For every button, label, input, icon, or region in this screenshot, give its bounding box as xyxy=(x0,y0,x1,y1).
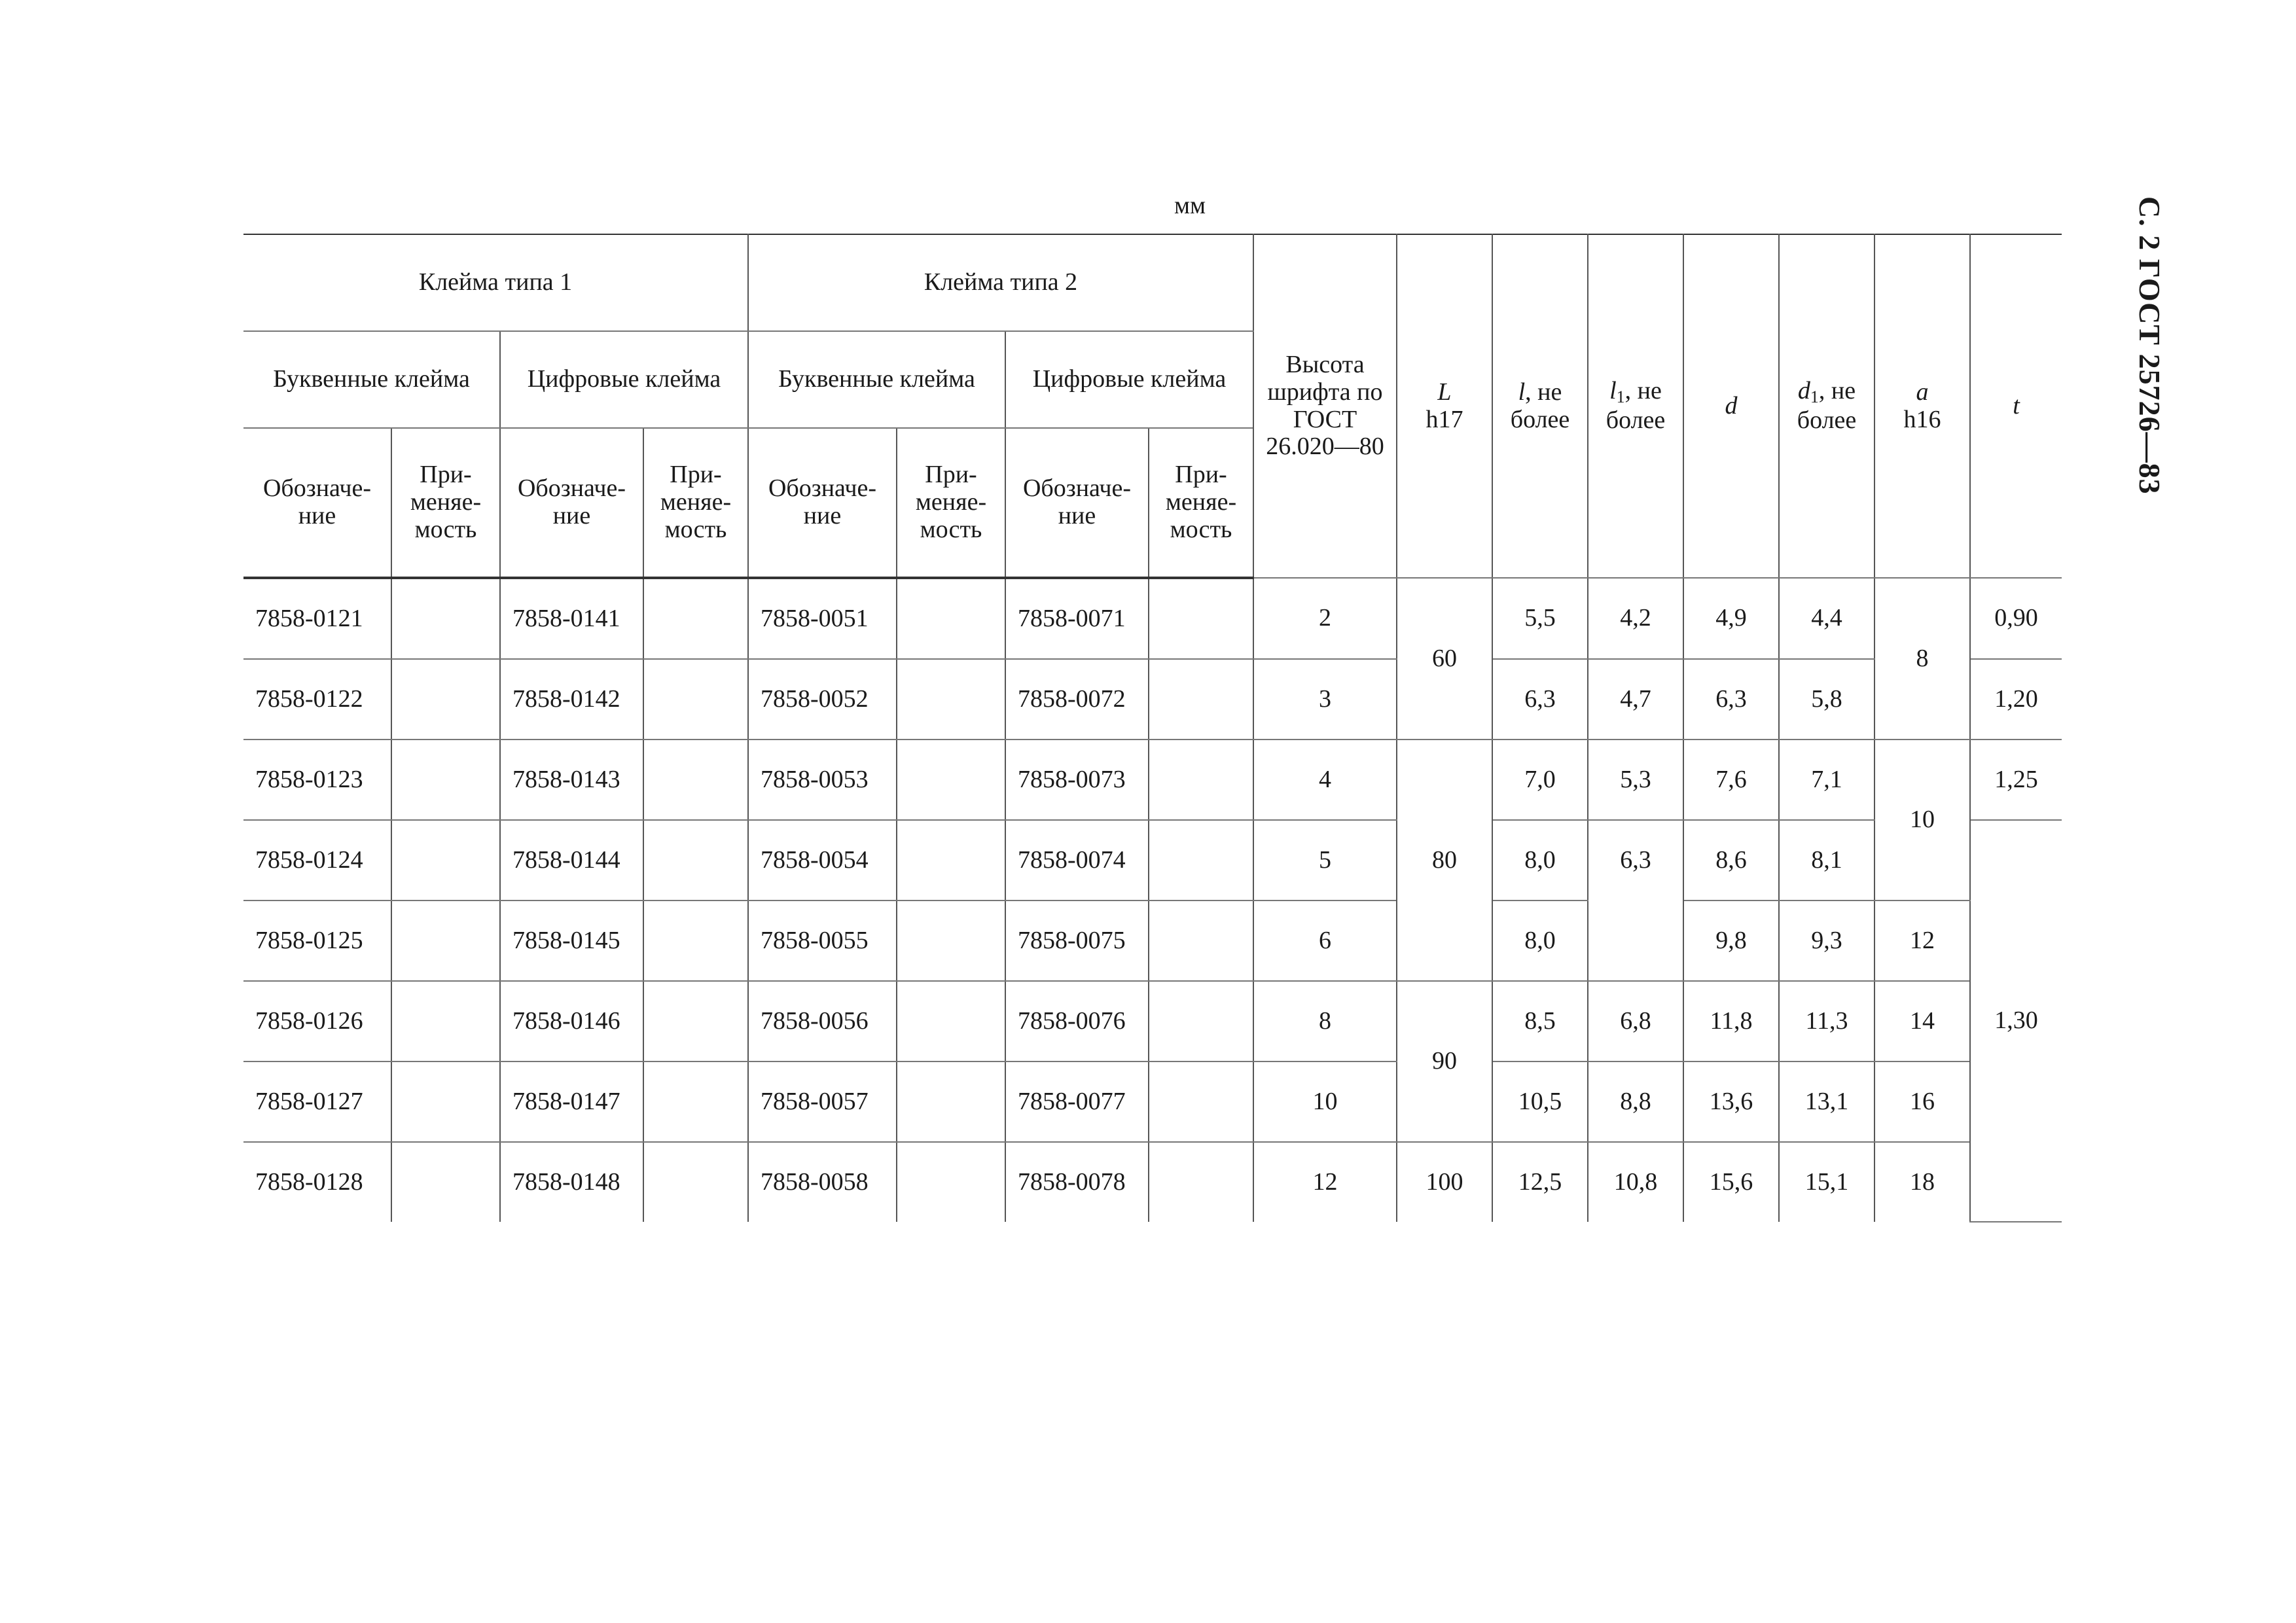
L-cell: 80 xyxy=(1397,740,1492,981)
t1-letter-applicability xyxy=(391,901,500,981)
header-a-symbol: a xyxy=(1916,378,1929,406)
t2-letter-code: 7858-0053 xyxy=(748,740,897,820)
header-t: t xyxy=(1970,234,2062,578)
d1-cell: 5,8 xyxy=(1779,659,1874,740)
t1-digit-applicability xyxy=(643,901,748,981)
d-cell: 9,8 xyxy=(1683,901,1779,981)
t1-letter-applicability xyxy=(391,820,500,901)
t1-letter-applicability xyxy=(391,740,500,820)
L-cell: 100 xyxy=(1397,1142,1492,1222)
d1-cell: 9,3 xyxy=(1779,901,1874,981)
d1-cell: 15,1 xyxy=(1779,1142,1874,1222)
t2-digit-applicability xyxy=(1149,1061,1253,1142)
t1-digit-code: 7858-0145 xyxy=(500,901,643,981)
header-designation: Обозначе-ние xyxy=(500,428,643,578)
header-l1-note: , не более xyxy=(1605,377,1666,434)
L-cell: 90 xyxy=(1397,981,1492,1142)
t1-digit-code: 7858-0143 xyxy=(500,740,643,820)
t2-letter-code: 7858-0052 xyxy=(748,659,897,740)
l-cell: 10,5 xyxy=(1492,1061,1588,1142)
t1-digit-code: 7858-0141 xyxy=(500,578,643,659)
header-applicability: При-меняе-мость xyxy=(897,428,1005,578)
header-applicability: При-меняе-мость xyxy=(643,428,748,578)
header-applicability: При-меняе-мость xyxy=(1149,428,1253,578)
t1-digit-applicability xyxy=(643,578,748,659)
d1-cell: 8,1 xyxy=(1779,820,1874,901)
t2-digit-code: 7858-0076 xyxy=(1005,981,1149,1061)
t2-digit-code: 7858-0073 xyxy=(1005,740,1149,820)
t2-digit-code: 7858-0074 xyxy=(1005,820,1149,901)
t1-digit-applicability xyxy=(643,659,748,740)
header-designation: Обозначе-ние xyxy=(1005,428,1149,578)
header-applicability: При-меняе-мость xyxy=(391,428,500,578)
t2-digit-code: 7858-0071 xyxy=(1005,578,1149,659)
page-reference: С. 2 ГОСТ 25726—83 xyxy=(2133,196,2166,495)
l1-cell: 10,8 xyxy=(1588,1142,1683,1222)
header-d1-symbol: d xyxy=(1797,377,1810,405)
header-stamp-type-2: Клейма типа 2 xyxy=(748,234,1253,331)
t2-letter-applicability xyxy=(897,740,1005,820)
t2-letter-code: 7858-0058 xyxy=(748,1142,897,1222)
header-l1-symbol: l xyxy=(1609,377,1617,405)
font-height-cell: 10 xyxy=(1253,1061,1397,1142)
t2-letter-applicability xyxy=(897,981,1005,1061)
t2-letter-applicability xyxy=(897,820,1005,901)
unit-label: мм xyxy=(1174,192,1206,219)
table-row xyxy=(243,1061,2062,1142)
t2-digit-code: 7858-0072 xyxy=(1005,659,1149,740)
t1-letter-code: 7858-0128 xyxy=(243,1142,391,1222)
header-t1-digit-stamps: Цифровые клейма xyxy=(500,331,748,428)
header-d: d xyxy=(1683,234,1779,578)
t-cell: 1,25 xyxy=(1970,740,2062,820)
t2-digit-code: 7858-0078 xyxy=(1005,1142,1149,1222)
header-t1-letter-stamps: Буквенные клейма xyxy=(243,331,500,428)
t2-digit-applicability xyxy=(1149,901,1253,981)
t1-digit-applicability xyxy=(643,1061,748,1142)
font-height-cell: 4 xyxy=(1253,740,1397,820)
a-cell: 16 xyxy=(1874,1061,1970,1142)
t2-digit-applicability xyxy=(1149,740,1253,820)
header-t2-digit-stamps: Цифровые клейма xyxy=(1005,331,1253,428)
t2-letter-applicability xyxy=(897,578,1005,659)
l-cell: 6,3 xyxy=(1492,659,1588,740)
l-cell: 7,0 xyxy=(1492,740,1588,820)
l-cell: 8,0 xyxy=(1492,901,1588,981)
l1-cell: 6,3 xyxy=(1588,820,1683,981)
font-height-cell: 6 xyxy=(1253,901,1397,981)
font-height-cell: 2 xyxy=(1253,578,1397,659)
t-cell: 0,90 xyxy=(1970,578,2062,659)
d-cell: 7,6 xyxy=(1683,740,1779,820)
t2-letter-applicability xyxy=(897,1142,1005,1222)
t2-letter-code: 7858-0054 xyxy=(748,820,897,901)
t1-digit-applicability xyxy=(643,740,748,820)
font-height-cell: 3 xyxy=(1253,659,1397,740)
header-d1 xyxy=(1779,234,1874,578)
t2-digit-applicability xyxy=(1149,820,1253,901)
t1-letter-code: 7858-0123 xyxy=(243,740,391,820)
t1-digit-code: 7858-0148 xyxy=(500,1142,643,1222)
l-cell: 5,5 xyxy=(1492,578,1588,659)
header-L-tolerance: h17 xyxy=(1426,405,1463,433)
header-l1-subscript: 1 xyxy=(1616,387,1625,407)
table-row xyxy=(243,981,2062,1061)
t1-digit-applicability xyxy=(643,981,748,1061)
d-cell: 13,6 xyxy=(1683,1061,1779,1142)
l-cell: 8,0 xyxy=(1492,820,1588,901)
t2-digit-applicability xyxy=(1149,1142,1253,1222)
t1-digit-applicability xyxy=(643,820,748,901)
header-l-symbol: l xyxy=(1518,378,1526,406)
t2-digit-applicability xyxy=(1149,659,1253,740)
t1-digit-code: 7858-0146 xyxy=(500,981,643,1061)
t1-digit-code: 7858-0142 xyxy=(500,659,643,740)
t1-letter-applicability xyxy=(391,1142,500,1222)
t1-letter-applicability xyxy=(391,578,500,659)
a-cell: 18 xyxy=(1874,1142,1970,1222)
t1-digit-code: 7858-0147 xyxy=(500,1061,643,1142)
l1-cell: 5,3 xyxy=(1588,740,1683,820)
header-a-tolerance: h16 xyxy=(1903,405,1941,433)
header-l1 xyxy=(1588,234,1683,578)
header-font-height: Высота шрифта по ГОСТ 26.020—80 xyxy=(1253,234,1397,578)
header-designation: Обозначе-ние xyxy=(243,428,391,578)
a-cell: 14 xyxy=(1874,981,1970,1061)
t2-letter-code: 7858-0051 xyxy=(748,578,897,659)
d-cell: 11,8 xyxy=(1683,981,1779,1061)
table-row xyxy=(243,740,2062,820)
d-cell: 8,6 xyxy=(1683,820,1779,901)
header-stamp-type-1: Клейма типа 1 xyxy=(243,234,748,331)
table-row xyxy=(243,901,2062,981)
t1-digit-code: 7858-0144 xyxy=(500,820,643,901)
header-L-symbol: L xyxy=(1437,378,1452,406)
t2-digit-applicability xyxy=(1149,578,1253,659)
t1-letter-code: 7858-0124 xyxy=(243,820,391,901)
t-cell: 1,20 xyxy=(1970,659,2062,740)
d-cell: 15,6 xyxy=(1683,1142,1779,1222)
header-l-note: , не более xyxy=(1510,378,1570,433)
l-cell: 8,5 xyxy=(1492,981,1588,1061)
t1-letter-code: 7858-0127 xyxy=(243,1061,391,1142)
d1-cell: 7,1 xyxy=(1779,740,1874,820)
table-row xyxy=(243,1142,2062,1222)
d-cell: 4,9 xyxy=(1683,578,1779,659)
a-cell: 8 xyxy=(1874,578,1970,740)
t2-letter-code: 7858-0055 xyxy=(748,901,897,981)
t1-digit-applicability xyxy=(643,1142,748,1222)
header-designation: Обозначе-ние xyxy=(748,428,897,578)
header-d1-note: , не более xyxy=(1797,377,1857,434)
t-cell: 1,30 xyxy=(1970,820,2062,1222)
stamps-table xyxy=(243,234,2062,1222)
a-cell: 12 xyxy=(1874,901,1970,981)
t1-letter-applicability xyxy=(391,981,500,1061)
table-row xyxy=(243,578,2062,659)
t1-letter-applicability xyxy=(391,1061,500,1142)
d1-cell: 4,4 xyxy=(1779,578,1874,659)
font-height-cell: 12 xyxy=(1253,1142,1397,1222)
d1-cell: 11,3 xyxy=(1779,981,1874,1061)
header-row-1 xyxy=(243,234,2062,331)
d-cell: 6,3 xyxy=(1683,659,1779,740)
t2-letter-code: 7858-0056 xyxy=(748,981,897,1061)
t2-digit-applicability xyxy=(1149,981,1253,1061)
L-cell: 60 xyxy=(1397,578,1492,740)
l1-cell: 8,8 xyxy=(1588,1061,1683,1142)
l1-cell: 4,7 xyxy=(1588,659,1683,740)
l1-cell: 4,2 xyxy=(1588,578,1683,659)
t2-letter-applicability xyxy=(897,901,1005,981)
header-d1-subscript: 1 xyxy=(1810,387,1819,407)
table-row xyxy=(243,659,2062,740)
header-t2-letter-stamps: Буквенные клейма xyxy=(748,331,1005,428)
t1-letter-code: 7858-0121 xyxy=(243,578,391,659)
header-l xyxy=(1492,234,1588,578)
table-row xyxy=(243,820,2062,901)
t1-letter-code: 7858-0126 xyxy=(243,981,391,1061)
t2-letter-applicability xyxy=(897,1061,1005,1142)
l1-cell: 6,8 xyxy=(1588,981,1683,1061)
t1-letter-code: 7858-0122 xyxy=(243,659,391,740)
font-height-cell: 5 xyxy=(1253,820,1397,901)
t2-digit-code: 7858-0075 xyxy=(1005,901,1149,981)
t1-letter-applicability xyxy=(391,659,500,740)
t2-letter-code: 7858-0057 xyxy=(748,1061,897,1142)
t2-letter-applicability xyxy=(897,659,1005,740)
font-height-cell: 8 xyxy=(1253,981,1397,1061)
t1-letter-code: 7858-0125 xyxy=(243,901,391,981)
d1-cell: 13,1 xyxy=(1779,1061,1874,1142)
l-cell: 12,5 xyxy=(1492,1142,1588,1222)
a-cell: 10 xyxy=(1874,740,1970,901)
t2-digit-code: 7858-0077 xyxy=(1005,1061,1149,1142)
header-a xyxy=(1874,234,1970,578)
header-L xyxy=(1397,234,1492,578)
